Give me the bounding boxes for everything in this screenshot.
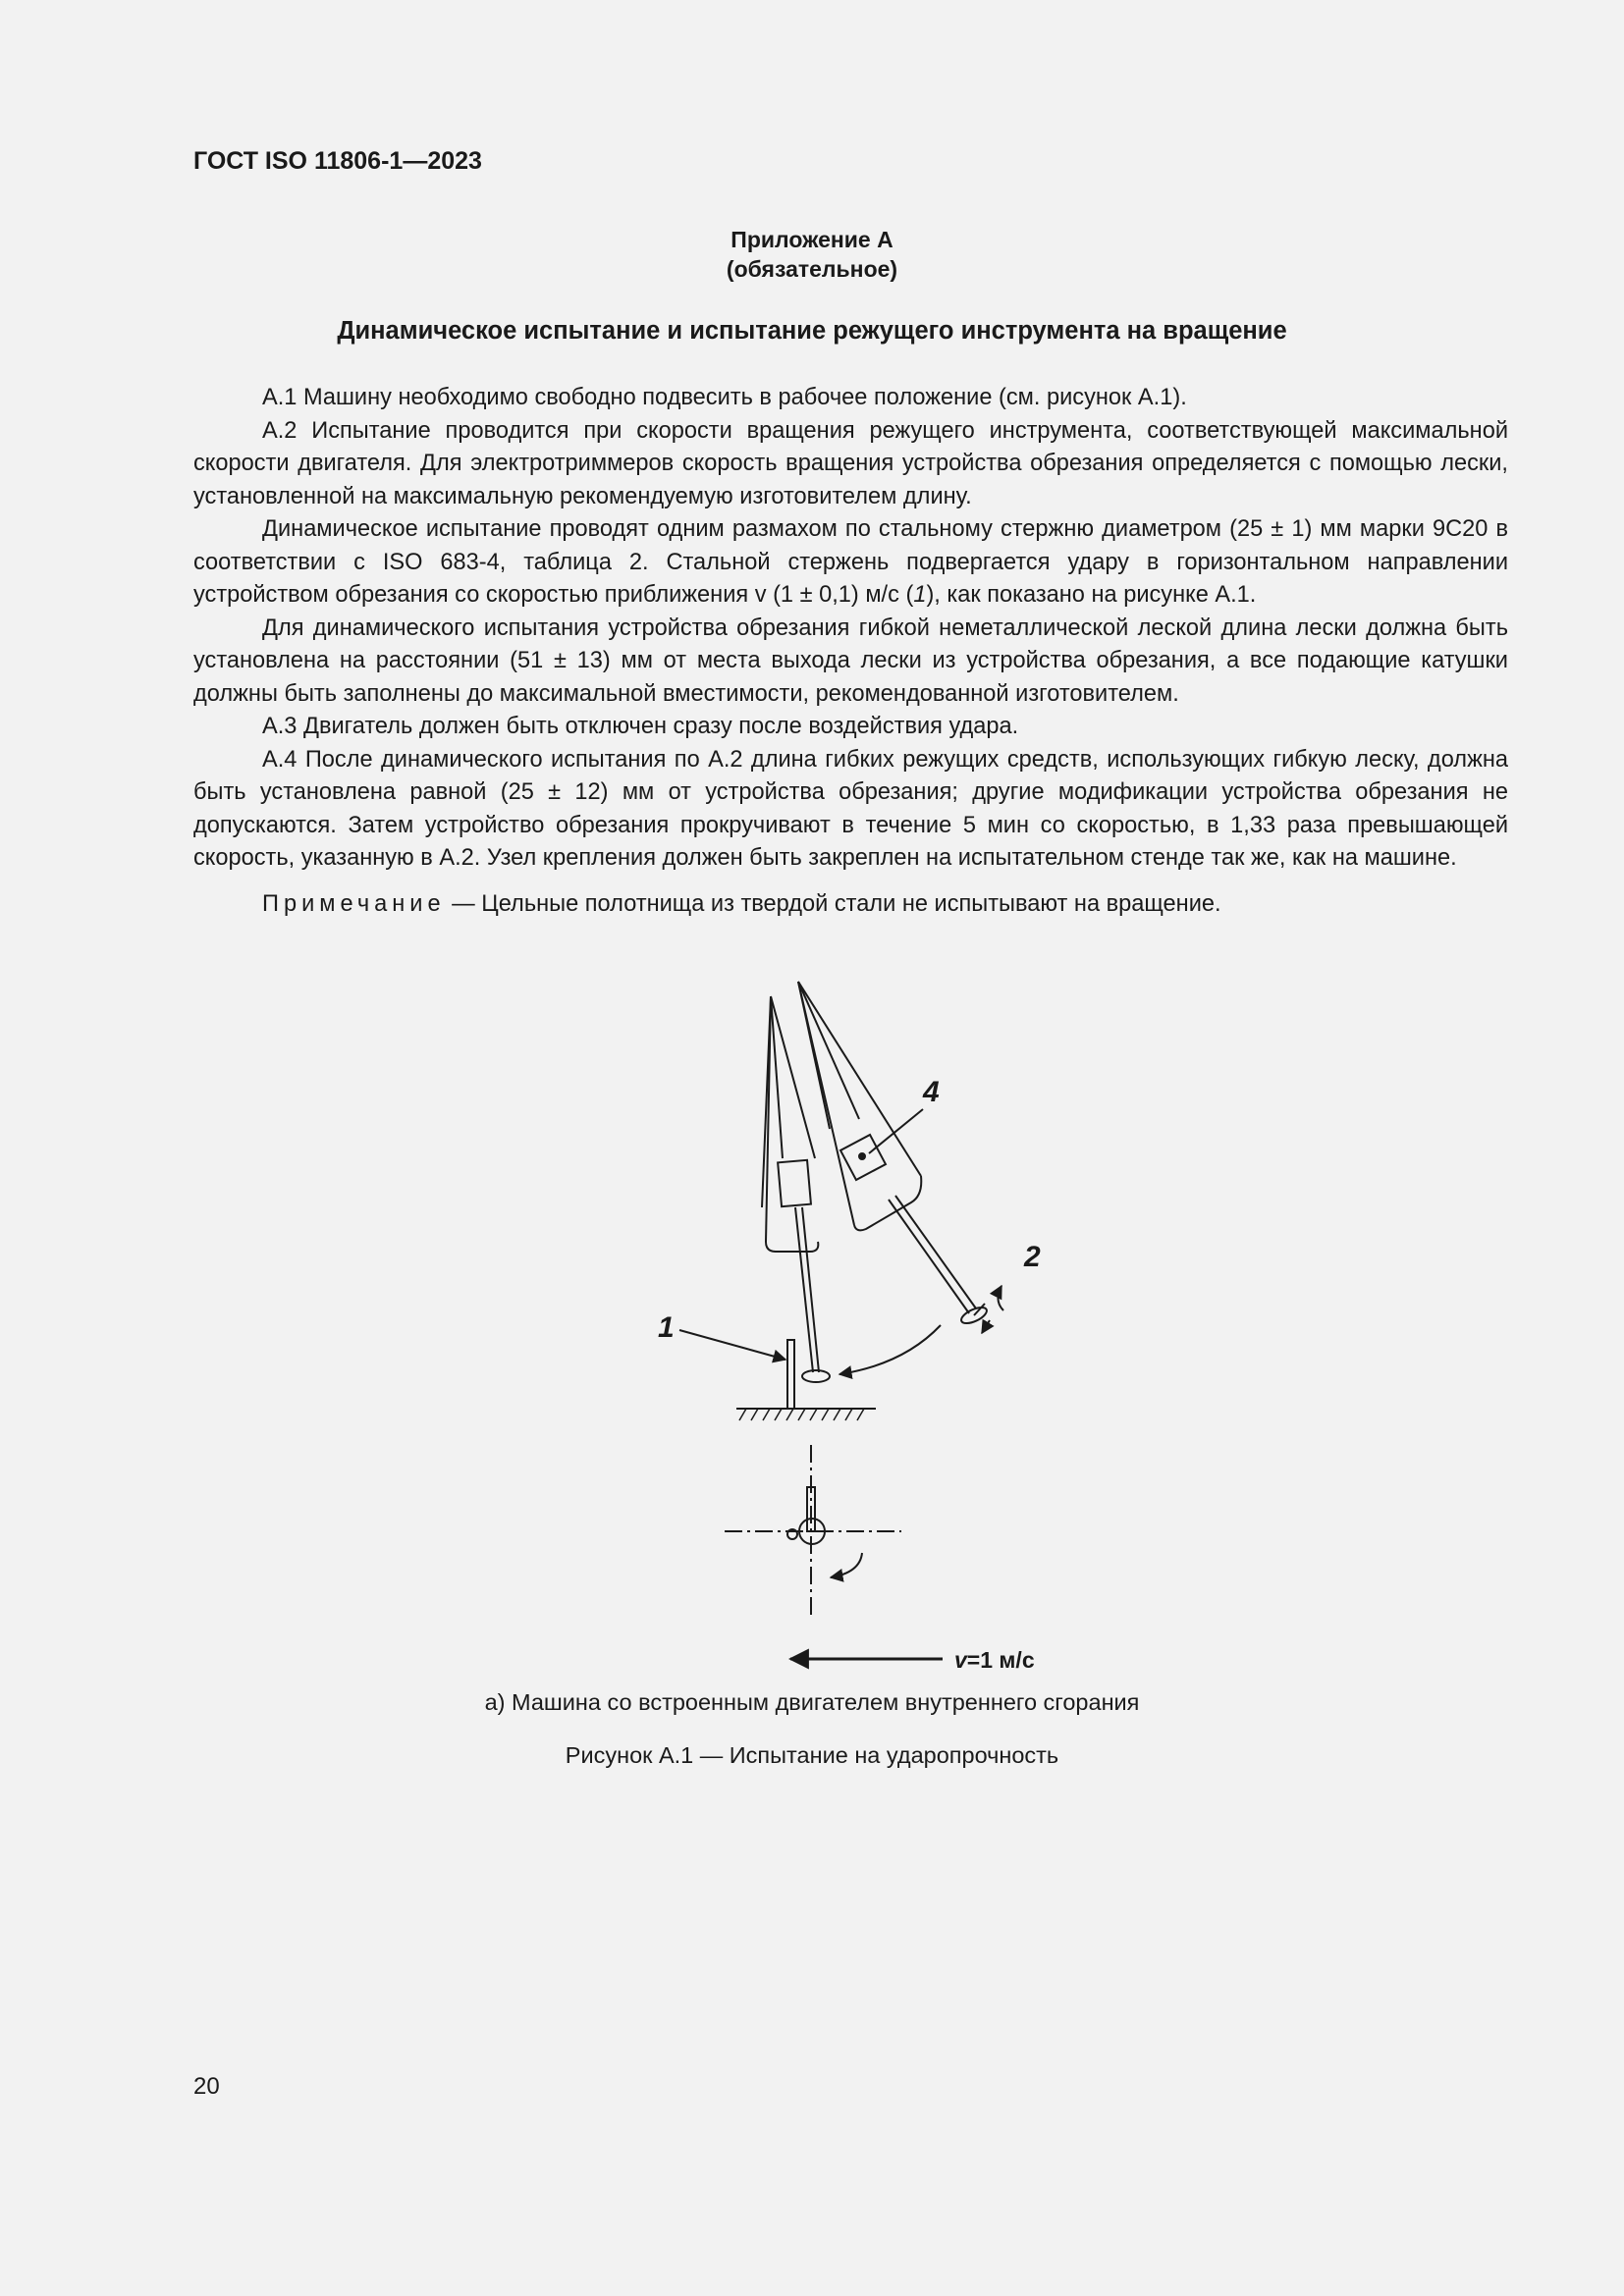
paragraph-a2: А.2 Испытание проводится при скорости вращения режущего инструмента, соответствующей максимальной скорости двигателя. Для электротриммеров скорость вращения устройства обрезания определяется с помощью лески, установленной на максимальную рекомендуемую изготовителем длину. bbox=[193, 417, 1508, 509]
appendix-title: Приложение А bbox=[731, 227, 893, 252]
note-text: — Цельные полотнища из твердой стали не испытывают на вращение. bbox=[445, 890, 1221, 917]
paragraph-dynamic-test bbox=[193, 513, 1508, 613]
paragraph-dynamic-test-text: Динамическое испытание проводят одним размахом по стальному стержню диаметром (25 ± 1) мм марки 9С20 в соответствии с ISO 683-4, таблица 2. Стальной стержень подвергается удару в горизонтальном направлении устройством обрезания со скоростью приближения v (1 ± 0,1) м/с ( bbox=[193, 516, 1508, 608]
figure-subcaption: а) Машина со встроенным двигателем внутреннего сгорания bbox=[484, 1689, 1140, 1715]
label-1: 1 bbox=[658, 1311, 675, 1344]
appendix-status: (обязательное) bbox=[726, 256, 898, 282]
ground-hatching bbox=[739, 1409, 864, 1420]
paragraph-a4: А.4 После динамического испытания по А.2 длина гибких режущих средств, использующих гибкую леску, должна быть установлена равной (25 ± 12) мм от устройства обрезания; другие модификации устройства обрезания не допускаются. Затем устройство обрезания прокручивают в течение 5 мин со скоростью, в 1,33 раза превышающей скорость, указанную в А.2. Узел крепления должен быть закреплен на испытательном стенде так же, как на машине. bbox=[193, 746, 1508, 871]
label-4: 4 bbox=[923, 1076, 940, 1108]
velocity-symbol: v bbox=[954, 1647, 967, 1673]
label-2: 2 bbox=[1024, 1241, 1041, 1273]
body-text bbox=[193, 382, 1508, 921]
paragraph-dynamic-test-end: ), как показано на рисунке А.1. bbox=[926, 582, 1257, 608]
item-reference: 1 bbox=[913, 582, 927, 608]
paragraph-line-length: Для динамического испытания устройства обрезания гибкой неметаллической леской длина лески должна быть установлена на расстоянии (51 ± 13) мм от места выхода лески из устройства обрезания, а все подающие катушки должны быть заполнены до максимальной вместимости, рекомендованной изготовителем. bbox=[193, 614, 1508, 707]
figure-impact-test bbox=[589, 972, 1080, 1679]
figure-drawing bbox=[589, 972, 1080, 1679]
note-label: Примечание bbox=[262, 890, 446, 917]
paragraph-a3: А.3 Двигатель должен быть отключен сразу после воздействия удара. bbox=[262, 714, 1019, 739]
paragraph-a1: А.1 Машину необходимо свободно подвесить в рабочее положение (см. рисунок А.1). bbox=[262, 385, 1187, 410]
figure-caption: Рисунок А.1 — Испытание на ударопрочность bbox=[565, 1742, 1059, 1768]
page-number: 20 bbox=[193, 2073, 220, 2100]
note bbox=[193, 888, 1508, 922]
machine-position-swung bbox=[798, 982, 989, 1326]
appendix-heading bbox=[0, 225, 1624, 284]
section-title: Динамическое испытание и испытание режущего инструмента на вращение bbox=[337, 317, 1287, 345]
top-view bbox=[725, 1445, 901, 1620]
machine-position-vertical bbox=[762, 996, 830, 1382]
velocity-value: =1 м/с bbox=[966, 1647, 1035, 1673]
velocity-label bbox=[954, 1647, 1035, 1673]
document-header: ГОСТ ISO 11806-1—2023 bbox=[193, 147, 482, 175]
